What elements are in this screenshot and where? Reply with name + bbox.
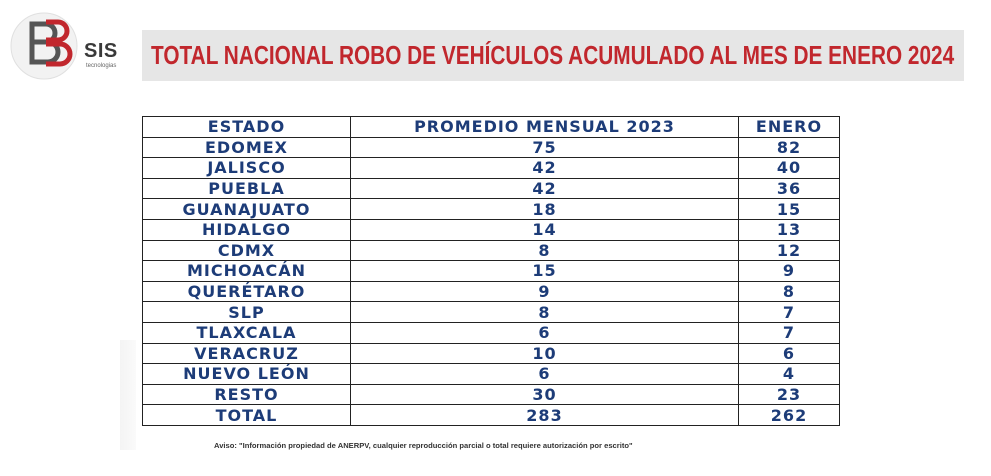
state-cell: HIDALGO bbox=[143, 219, 351, 240]
january-cell: 36 bbox=[739, 178, 840, 199]
logo-wordmark: SIS bbox=[84, 40, 118, 62]
average-cell: 42 bbox=[351, 178, 739, 199]
average-cell: 18 bbox=[351, 199, 739, 220]
january-cell: 7 bbox=[739, 302, 840, 323]
table-row bbox=[143, 199, 840, 220]
header-enero: ENERO bbox=[739, 117, 840, 138]
state-cell: PUEBLA bbox=[143, 178, 351, 199]
page-title: TOTAL NACIONAL ROBO DE VEHÍCULOS ACUMULADO AL MES DE ENERO 2024 bbox=[151, 40, 955, 70]
state-cell: TLAXCALA bbox=[143, 322, 351, 343]
state-cell: VERACRUZ bbox=[143, 343, 351, 364]
state-cell: SLP bbox=[143, 302, 351, 323]
average-cell: 8 bbox=[351, 240, 739, 261]
table-row bbox=[143, 219, 840, 240]
copyright-notice: Aviso: "Información propiedad de ANERPV, cualquier reproducción parcial o total requiere autorización por escrito" bbox=[214, 441, 633, 450]
table-row bbox=[143, 281, 840, 302]
average-cell: 42 bbox=[351, 158, 739, 179]
table-row bbox=[143, 384, 840, 405]
january-cell: 262 bbox=[739, 405, 840, 426]
header-estado: ESTADO bbox=[143, 117, 351, 138]
average-cell: 6 bbox=[351, 364, 739, 385]
table-row bbox=[143, 322, 840, 343]
table-row bbox=[143, 240, 840, 261]
january-cell: 8 bbox=[739, 281, 840, 302]
january-cell: 9 bbox=[739, 261, 840, 282]
january-cell: 6 bbox=[739, 343, 840, 364]
january-cell: 12 bbox=[739, 240, 840, 261]
average-cell: 9 bbox=[351, 281, 739, 302]
state-cell: EDOMEX bbox=[143, 137, 351, 158]
table-row bbox=[143, 364, 840, 385]
state-cell: GUANAJUATO bbox=[143, 199, 351, 220]
state-cell: NUEVO LEÓN bbox=[143, 364, 351, 385]
sis-logo bbox=[6, 10, 136, 82]
state-cell: TOTAL bbox=[143, 405, 351, 426]
january-cell: 23 bbox=[739, 384, 840, 405]
state-cell: JALISCO bbox=[143, 158, 351, 179]
state-cell: MICHOACÁN bbox=[143, 261, 351, 282]
table-row bbox=[143, 158, 840, 179]
average-cell: 14 bbox=[351, 219, 739, 240]
sis-logo-mark-icon bbox=[6, 10, 86, 82]
january-cell: 15 bbox=[739, 199, 840, 220]
average-cell: 30 bbox=[351, 384, 739, 405]
total-row bbox=[143, 405, 840, 426]
side-shadow bbox=[120, 340, 136, 450]
vehicle-theft-table bbox=[142, 116, 840, 426]
average-cell: 8 bbox=[351, 302, 739, 323]
title-bar bbox=[142, 30, 964, 81]
january-cell: 7 bbox=[739, 322, 840, 343]
state-cell: QUERÉTARO bbox=[143, 281, 351, 302]
average-cell: 283 bbox=[351, 405, 739, 426]
table-row bbox=[143, 302, 840, 323]
average-cell: 15 bbox=[351, 261, 739, 282]
logo-subtitle: tecnologias bbox=[86, 63, 117, 69]
january-cell: 13 bbox=[739, 219, 840, 240]
january-cell: 82 bbox=[739, 137, 840, 158]
january-cell: 4 bbox=[739, 364, 840, 385]
header-promedio: PROMEDIO MENSUAL 2023 bbox=[351, 117, 739, 138]
average-cell: 6 bbox=[351, 322, 739, 343]
state-cell: RESTO bbox=[143, 384, 351, 405]
state-cell: CDMX bbox=[143, 240, 351, 261]
table-row bbox=[143, 343, 840, 364]
table-header-row bbox=[143, 117, 840, 138]
january-cell: 40 bbox=[739, 158, 840, 179]
table-row bbox=[143, 261, 840, 282]
table-row bbox=[143, 137, 840, 158]
average-cell: 75 bbox=[351, 137, 739, 158]
average-cell: 10 bbox=[351, 343, 739, 364]
table-row bbox=[143, 178, 840, 199]
